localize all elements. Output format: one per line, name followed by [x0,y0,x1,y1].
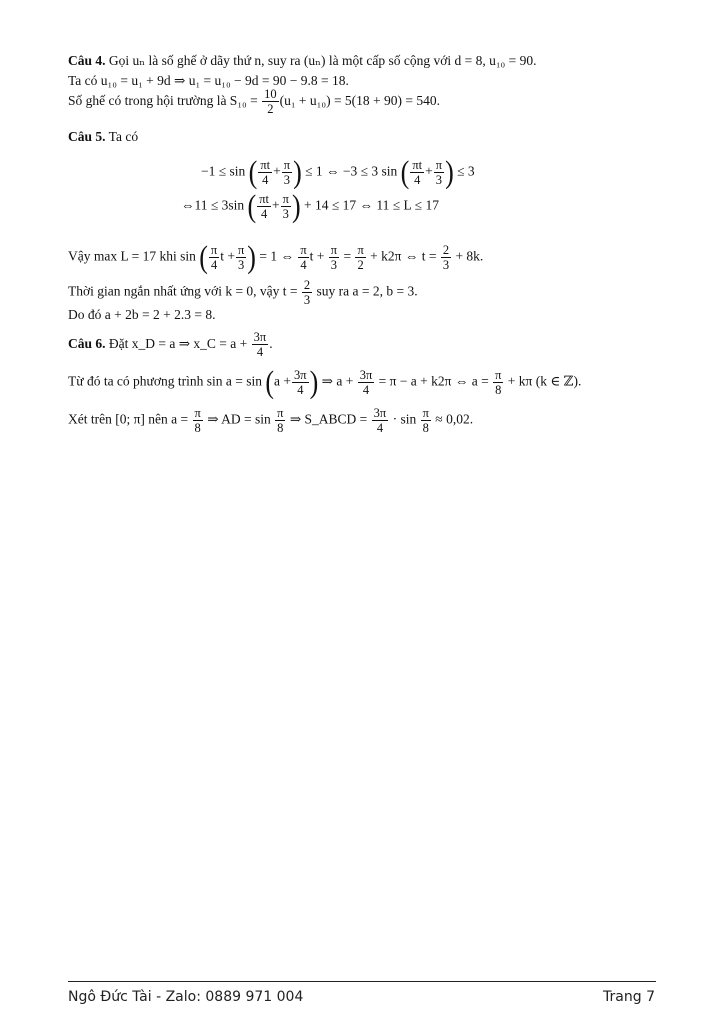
q6-line-2: Từ đó ta có phương trình sin a = sin (a + $\frac{3\pi}{4}$ ) ⇒ a + $\frac{3\pi}{4}$ = π − a + k2π ⇔ a = $\frac{\pi}{8}$ + kπ (k ∈ ℤ). [68,364,582,400]
q4-line-1: Câu 4. Gọi uₙ là số ghế ở dãy thứ n, suy ra (uₙ) là một cấp số cộng với d = 8, u₁₀ = 90. [68,53,537,68]
footer-page-number: Trang 7 [603,989,655,1005]
q5-line-intro: Câu 5. Ta có [68,129,139,144]
q4-heading: Câu 4. [68,53,106,68]
footer-divider [68,981,656,982]
q5-heading: Câu 5. [68,129,106,144]
footer-author: Ngô Đức Tài - Zalo: 0889 971 004 [68,989,304,1005]
q5-line-thoi-gian: Thời gian ngắn nhất ứng với k = 0, vậy t = $\frac{2}{3}$ suy ra a = 2, b = 3. [68,278,418,307]
q6-line-3: Xét trên [0; π] nên a = $\frac{\pi}{8}$ ⇒ AD = sin $\frac{\pi}{8}$ ⇒ S_ABCD = $\frac{3\pi}{4}$ · sin $\frac{\pi}{8}$ ≈ 0,02. [68,406,474,435]
q6-line-1: Câu 6. Đặt x_D = a ⇒ x_C = a + $\frac{3\pi}{4}$ . [68,330,273,360]
q4-line-2: Ta có u₁₀ = u₁ + 9d ⇒ u₁ = u₁₀ − 9d = 90 − 9.8 = 18. [68,73,349,88]
q4-line-3: Số ghế có trong hội trường là S₁₀ = $\frac{10}{2}$ (u₁ + u₁₀) = 5(18 + 90) = 540. [68,87,441,117]
q5-equation-1: −1 ≤ sin ( $\frac{\pi t}{4}$ + $\frac{\pi}{3}$ ) ≤ 1 ⇔ −3 ≤ 3 sin ( $\frac{\pi t}{4}$ + $\frac{\pi}{3}$ ) ≤ 3 [201,154,475,190]
q5-equation-2: ⇔11 ≤ 3sin ( $\frac{\pi t}{4}$ + $\frac{\pi}{3}$ ) + 14 ≤ 17 ⇔ 11 ≤ L ≤ 17 [181,188,439,224]
q6-heading: Câu 6. [68,336,106,351]
q5-line-vay: Vậy max L = 17 khi sin ( $\frac{\pi}{4}$ t + $\frac{\pi}{3}$ ) = 1 ⇔ $\frac{\pi}{4}$ t + $\frac{\pi}{3}$ = $\frac{\pi}{2}$ + k2π ⇔ t = $\frac{2}{3}$ + 8k. [68,239,484,275]
fraction: $\frac{10}{2}$ [264,87,277,117]
q5-line-do-do: Do đó a + 2b = 2 + 2.3 = 8. [68,307,216,322]
